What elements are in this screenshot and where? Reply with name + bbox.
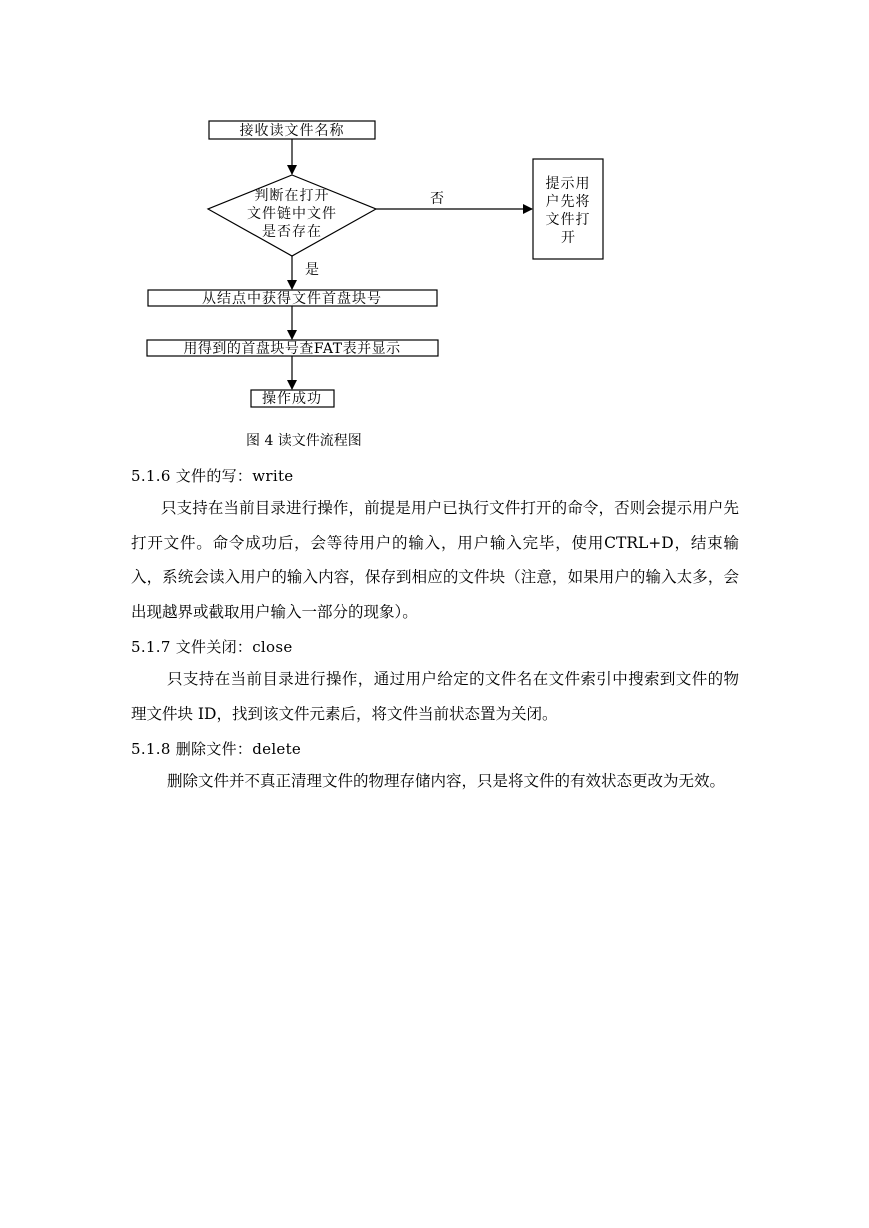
prompt-line-3: 文件打 [545, 212, 591, 228]
section-body-write: 只支持在当前目录进行操作，前提是用户已执行文件打开的命令，否则会提示用户先打开文件。命令成功后，会等待用户的输入，用户输入完毕，使用CTRL+D，结束输入，系统会读入用户的输入内容，保存到相应的文件块（注意，如果用户的输入太多，会出现越界或截取用户输入一部分的现象）。 [131, 499, 739, 621]
step-success-label: 操作成功 [262, 391, 322, 407]
step-get-block-label: 从结点中获得文件首盘块号 [202, 291, 382, 307]
section-heading-delete: 5.1.8 删除文件：delete [131, 740, 302, 758]
label-yes: 是 [305, 262, 319, 278]
section-body-close: 只支持在当前目录进行操作，通过用户给定的文件名在文件索引中搜索到文件的物理文件块 ID，找到该文件元素后，将文件当前状态置为关闭。 [131, 670, 739, 723]
read-file-flowchart [0, 0, 869, 460]
section-heading-write: 5.1.6 文件的写：write [131, 467, 294, 485]
label-no: 否 [430, 191, 444, 207]
prompt-line-1: 提示用 [545, 176, 591, 192]
prompt-line-4: 开 [561, 230, 575, 246]
decision-line-2: 文件链中文件 [247, 206, 337, 222]
section-heading-close: 5.1.7 文件关闭：close [131, 638, 293, 656]
step-lookup-fat-label: 用得到的首盘块号查FAT表并显示 [183, 341, 401, 357]
step-receive-label: 接收读文件名称 [239, 123, 345, 139]
decision-line-1: 判断在打开 [254, 188, 330, 204]
decision-line-3: 是否存在 [262, 224, 322, 240]
figure-caption: 图 4 读文件流程图 [246, 433, 362, 449]
section-body-delete: 删除文件并不真正清理文件的物理存储内容，只是将文件的有效状态更改为无效。 [167, 772, 726, 790]
prompt-line-2: 户先将 [545, 194, 591, 210]
